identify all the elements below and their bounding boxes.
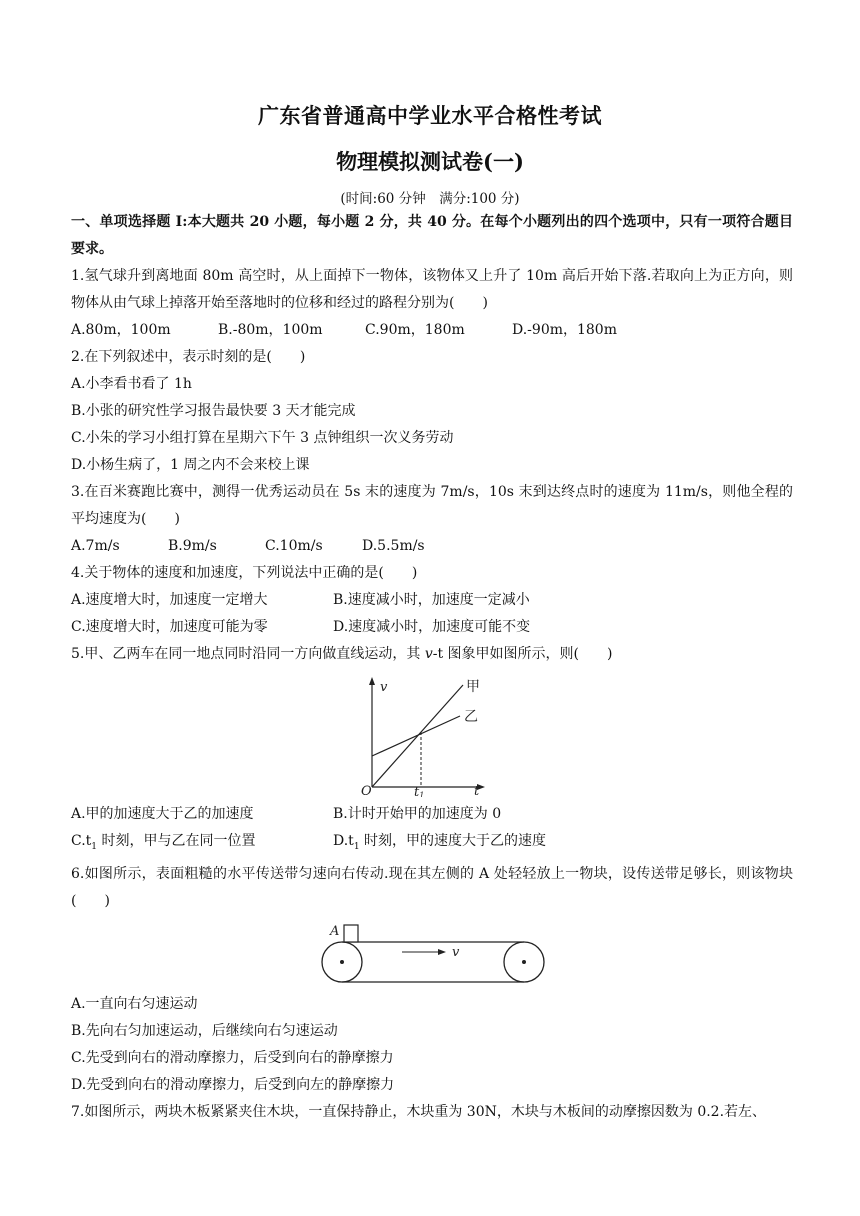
option-c: C.90m，180m bbox=[365, 322, 465, 338]
question-5-stem-part2: -t 图象甲如图所示，则( ) bbox=[432, 646, 613, 662]
option-a: A.一直向右匀速运动 bbox=[71, 995, 198, 1012]
origin-label: O bbox=[361, 784, 372, 797]
question-5-options-row1 bbox=[71, 801, 793, 828]
option-c: C.10m/s bbox=[265, 538, 323, 554]
option-b: B.-80m，100m bbox=[218, 322, 323, 338]
option-a: A.80m，100m bbox=[71, 322, 171, 338]
question-1-options bbox=[71, 317, 793, 344]
question-6-stem: 6.如图所示，表面粗糙的水平传送带匀速向右传动.现在其左侧的 A 处轻轻放上一物块，设传送带足够长，则该物块( ) bbox=[71, 865, 793, 909]
option-b: B.计时开始甲的加速度为 0 bbox=[333, 806, 502, 822]
option-c: C.小朱的学习小组打算在星期六下午 3 点钟组织一次义务劳动 bbox=[71, 430, 454, 446]
line-jia-label: 甲 bbox=[466, 679, 480, 695]
option-a: A.小李看书看了 1h bbox=[71, 376, 192, 392]
option-d: D.小杨生病了，1 周之内不会来校上课 bbox=[71, 457, 310, 473]
t1-label: t1 bbox=[414, 785, 425, 797]
option-b: B.先向右匀加速运动，后继续向右匀速运动 bbox=[71, 1022, 338, 1039]
t-axis-label: t bbox=[474, 784, 480, 797]
question-5-stem-part1: 5.甲、乙两车在同一地点同时沿同一方向做直线运动，其 bbox=[71, 646, 425, 662]
question-4-options-row1 bbox=[71, 587, 793, 614]
question-5-options-row2 bbox=[71, 828, 793, 861]
conveyor-belt-diagram bbox=[319, 921, 549, 985]
exam-meta: (时间:60 分钟 满分:100 分) bbox=[340, 191, 520, 207]
right-pulley-axle bbox=[522, 960, 526, 964]
option-c: C.先受到向右的滑动摩擦力，后受到向右的静摩擦力 bbox=[71, 1049, 394, 1066]
section-heading: 一、单项选择题 I:本大题共 20 小题，每小题 2 分，共 40 分。在每个小题列出的四个选项中，只有一项符合题目要求。 bbox=[71, 214, 793, 257]
left-pulley-axle bbox=[340, 960, 344, 964]
question-3-options bbox=[71, 533, 793, 560]
exam-subtitle: 物理模拟测试卷(一) bbox=[336, 149, 524, 174]
question-1-stem: 1.氢气球升到离地面 80m 高空时，从上面掉下一物体，该物体又上升了 10m 高后开始下落.若取向上为正方向，则物体从由气球上掉落开始至落地时的位移和经过的路程分别为( ) bbox=[71, 268, 793, 311]
option-b: B.小张的研究性学习报告最快要 3 天才能完成 bbox=[71, 403, 356, 419]
option-a: A.7m/s bbox=[71, 538, 120, 554]
option-d: D.5.5m/s bbox=[362, 538, 425, 554]
question-4-options-row2 bbox=[71, 614, 793, 641]
question-5-stem-v: v bbox=[424, 646, 433, 662]
v-axis-arrow bbox=[369, 677, 375, 685]
line-yi bbox=[372, 716, 460, 756]
velocity-arrowhead bbox=[438, 949, 446, 955]
question-5-stem bbox=[71, 641, 793, 668]
option-d: D.先受到向右的滑动摩擦力，后受到向左的静摩擦力 bbox=[71, 1076, 395, 1093]
v-axis-label: v bbox=[380, 680, 388, 695]
line-jia bbox=[372, 685, 463, 787]
option-d: D.速度减小时，加速度可能不变 bbox=[333, 619, 531, 635]
question-3-stem: 3.在百米赛跑比赛中，测得一优秀运动员在 5s 末的速度为 7m/s，10s 末到达终点时的速度为 11m/s，则他全程的平均速度为( ) bbox=[71, 484, 793, 527]
block-a-label: A bbox=[330, 923, 340, 939]
exam-title: 广东省普通高中学业水平合格性考试 bbox=[258, 103, 602, 128]
velocity-label: v bbox=[452, 944, 460, 960]
option-b: B.速度减小时，加速度一定减小 bbox=[333, 592, 530, 608]
option-c: C.速度增大时，加速度可能为零 bbox=[71, 619, 268, 635]
question-7-stem: 7.如图所示，两块木板紧紧夹住木块，一直保持静止，木块重为 30N，木块与木板间的动摩擦因数为 0.2.若左、 bbox=[71, 1103, 767, 1120]
line-yi-label: 乙 bbox=[464, 709, 478, 725]
question-4-stem: 4.关于物体的速度和加速度，下列说法中正确的是( ) bbox=[71, 565, 418, 581]
option-d: $D.t_1$ 时刻，甲的速度大于乙的速度 bbox=[333, 833, 546, 852]
option-d: D.-90m，180m bbox=[512, 322, 617, 338]
exam-content bbox=[71, 209, 793, 1126]
option-a: A.速度增大时，加速度一定增大 bbox=[71, 592, 268, 608]
option-b: B.9m/s bbox=[168, 538, 217, 554]
block-a bbox=[344, 925, 358, 942]
option-a: A.甲的加速度大于乙的加速度 bbox=[71, 806, 254, 822]
vt-graph bbox=[360, 675, 490, 797]
question-2-stem: 2.在下列叙述中，表示时刻的是( ) bbox=[71, 349, 306, 365]
option-c: $C.t_1$ 时刻，甲与乙在同一位置 bbox=[71, 833, 256, 852]
